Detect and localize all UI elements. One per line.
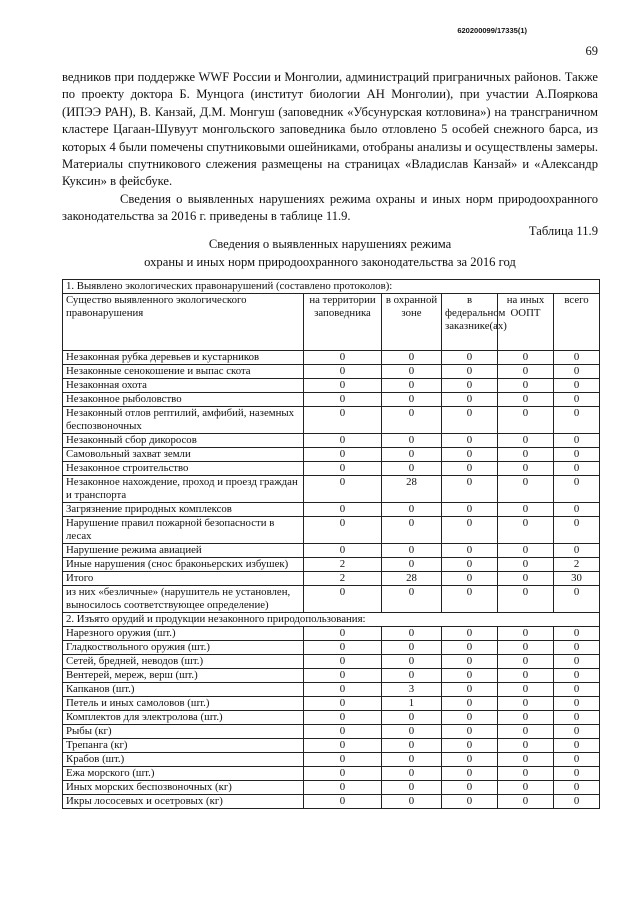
cell-value: 0	[304, 434, 382, 448]
column-header: Существо выявленного экологического правонарушения	[63, 294, 304, 351]
row-label: Гладкоствольного оружия (шт.)	[63, 641, 304, 655]
cell-value: 0	[382, 711, 442, 725]
cell-value: 0	[554, 448, 600, 462]
cell-value: 0	[442, 725, 498, 739]
cell-value: 0	[498, 697, 554, 711]
cell-value: 0	[304, 544, 382, 558]
paragraph: ведников при поддержке WWF России и Монголии, администраций приграничных районов. Также по проекту доктора Б. Мунцога (институт биологии АН Монголии), при участии А.Пояркова (ИПЭЭ РАН), В. Канзай, Д.М. Монгуш (заповедник «Убсунурская котловина») на трансграничном кластере Цагаан-Шувуут монгольского заповедника было отловлено 5 особей снежного барса, из которых 4 были помечены спутниковыми ошейниками, отобраны анализы и осуществлены замеры. Материалы спутникового слежения размещены на страницах «Владислав Канзай» и «Александр Куксин» в фейсбуке.	[62, 70, 598, 189]
cell-value: 0	[382, 655, 442, 669]
violations-table	[62, 279, 600, 809]
section-title: 2. Изъято орудий и продукции незаконного природопользования:	[63, 613, 600, 627]
cell-value: 0	[498, 641, 554, 655]
cell-value: 0	[554, 365, 600, 379]
table-row	[63, 503, 600, 517]
cell-value: 0	[382, 393, 442, 407]
cell-value: 0	[442, 379, 498, 393]
cell-value: 0	[554, 434, 600, 448]
table-row	[63, 517, 600, 544]
cell-value: 0	[382, 544, 442, 558]
cell-value: 0	[554, 462, 600, 476]
cell-value: 0	[304, 462, 382, 476]
cell-value: 0	[304, 781, 382, 795]
cell-value: 0	[304, 448, 382, 462]
cell-value: 0	[498, 655, 554, 669]
column-header: в федеральном заказнике(ах)	[442, 294, 498, 351]
cell-value: 0	[554, 379, 600, 393]
cell-value: 0	[554, 725, 600, 739]
cell-value: 2	[304, 558, 382, 572]
column-header: на иных ООПТ	[498, 294, 554, 351]
cell-value: 0	[382, 379, 442, 393]
cell-value: 0	[554, 711, 600, 725]
page-number: 69	[585, 44, 598, 58]
table-row	[63, 434, 600, 448]
row-label: Капканов (шт.)	[63, 683, 304, 697]
cell-value: 28	[382, 572, 442, 586]
cell-value: 0	[554, 407, 600, 434]
cell-value: 0	[442, 393, 498, 407]
table-row	[63, 781, 600, 795]
cell-value: 0	[304, 753, 382, 767]
row-label: Вентерей, мереж, верш (шт.)	[63, 669, 304, 683]
cell-value: 0	[554, 753, 600, 767]
cell-value: 0	[442, 558, 498, 572]
cell-value: 0	[498, 711, 554, 725]
cell-value: 0	[382, 795, 442, 809]
cell-value: 0	[554, 795, 600, 809]
cell-value: 0	[442, 503, 498, 517]
cell-value: 0	[304, 365, 382, 379]
cell-value: 2	[554, 558, 600, 572]
row-label: Нарушение правил пожарной безопасности в лесах	[63, 517, 304, 544]
row-label: Сетей, бредней, неводов (шт.)	[63, 655, 304, 669]
cell-value: 0	[304, 379, 382, 393]
cell-value: 0	[442, 434, 498, 448]
cell-value: 0	[498, 795, 554, 809]
cell-value: 0	[382, 739, 442, 753]
table-title-line: Сведения о выявленных нарушениях режима	[208, 237, 452, 251]
cell-value: 0	[382, 781, 442, 795]
table-row	[63, 641, 600, 655]
cell-value: 0	[382, 503, 442, 517]
table-title	[62, 236, 598, 271]
cell-value: 0	[382, 365, 442, 379]
cell-value: 0	[442, 627, 498, 641]
cell-value: 3	[382, 683, 442, 697]
row-label: Иные нарушения (снос браконьерских избушек)	[63, 558, 304, 572]
cell-value: 0	[554, 476, 600, 503]
table-row	[63, 586, 600, 613]
cell-value: 0	[442, 753, 498, 767]
cell-value: 0	[554, 641, 600, 655]
cell-value: 0	[498, 669, 554, 683]
row-label: Рыбы (кг)	[63, 725, 304, 739]
cell-value: 0	[304, 586, 382, 613]
cell-value: 0	[554, 767, 600, 781]
cell-value: 0	[304, 697, 382, 711]
row-label: Незаконное строительство	[63, 462, 304, 476]
row-label: Незаконное рыболовство	[63, 393, 304, 407]
cell-value: 0	[442, 407, 498, 434]
cell-value: 0	[304, 767, 382, 781]
cell-value: 0	[554, 517, 600, 544]
cell-value: 0	[554, 586, 600, 613]
section-title: 1. Выявлено экологических правонарушений (составлено протоколов):	[63, 280, 600, 294]
row-label: Нарезного оружия (шт.)	[63, 627, 304, 641]
row-label: Комплектов для электролова (шт.)	[63, 711, 304, 725]
cell-value: 0	[554, 781, 600, 795]
cell-value: 0	[304, 683, 382, 697]
table-row	[63, 795, 600, 809]
cell-value: 0	[498, 558, 554, 572]
cell-value: 0	[554, 739, 600, 753]
table-row	[63, 365, 600, 379]
table-row	[63, 558, 600, 572]
cell-value: 0	[304, 669, 382, 683]
cell-value: 0	[382, 586, 442, 613]
cell-value: 0	[382, 448, 442, 462]
section-header-row	[63, 280, 600, 294]
table-row	[63, 544, 600, 558]
row-label: Незаконный отлов рептилий, амфибий, наземных беспозвоночных	[63, 407, 304, 434]
cell-value: 0	[498, 739, 554, 753]
row-label: Незаконная охота	[63, 379, 304, 393]
cell-value: 0	[498, 753, 554, 767]
cell-value: 0	[498, 781, 554, 795]
paragraph: Сведения о выявленных нарушениях режима охраны и иных норм природоохранного законодательства за 2016 г. приведены в таблице 11.9.	[62, 191, 598, 224]
cell-value: 0	[304, 517, 382, 544]
cell-value: 0	[554, 683, 600, 697]
cell-value: 0	[554, 627, 600, 641]
cell-value: 0	[498, 351, 554, 365]
table-row	[63, 407, 600, 434]
cell-value: 2	[304, 572, 382, 586]
cell-value: 0	[382, 558, 442, 572]
cell-value: 0	[382, 669, 442, 683]
cell-value: 0	[554, 669, 600, 683]
cell-value: 0	[442, 448, 498, 462]
cell-value: 0	[498, 586, 554, 613]
table-row	[63, 669, 600, 683]
cell-value: 0	[498, 476, 554, 503]
cell-value: 0	[498, 448, 554, 462]
cell-value: 0	[382, 462, 442, 476]
cell-value: 0	[442, 655, 498, 669]
cell-value: 0	[442, 767, 498, 781]
cell-value: 0	[442, 795, 498, 809]
table-row	[63, 448, 600, 462]
table-row	[63, 697, 600, 711]
table-row	[63, 379, 600, 393]
cell-value: 0	[554, 351, 600, 365]
cell-value: 0	[442, 365, 498, 379]
cell-value: 0	[442, 517, 498, 544]
cell-value: 0	[304, 655, 382, 669]
cell-value: 0	[498, 503, 554, 517]
cell-value: 0	[442, 544, 498, 558]
cell-value: 0	[554, 655, 600, 669]
cell-value: 0	[498, 572, 554, 586]
cell-value: 0	[304, 476, 382, 503]
cell-value: 0	[498, 683, 554, 697]
row-label: Иных морских беспозвоночных (кг)	[63, 781, 304, 795]
table-row	[63, 683, 600, 697]
cell-value: 0	[382, 407, 442, 434]
column-header: всего	[554, 294, 600, 351]
cell-value: 0	[442, 739, 498, 753]
row-label: Незаконные сенокошение и выпас скота	[63, 365, 304, 379]
cell-value: 0	[498, 544, 554, 558]
row-label: Самовольный захват земли	[63, 448, 304, 462]
cell-value: 0	[554, 393, 600, 407]
column-header: в охранной зоне	[382, 294, 442, 351]
row-label: Загрязнение природных комплексов	[63, 503, 304, 517]
cell-value: 0	[498, 767, 554, 781]
table-row	[63, 351, 600, 365]
cell-value: 0	[442, 476, 498, 503]
cell-value: 0	[382, 641, 442, 655]
column-header: на территории заповедника	[304, 294, 382, 351]
row-label: Незаконный сбор дикоросов	[63, 434, 304, 448]
table-row	[63, 739, 600, 753]
cell-value: 1	[382, 697, 442, 711]
document-id: 620200099/17335(1)	[457, 26, 527, 35]
cell-value: 0	[442, 683, 498, 697]
cell-value: 0	[304, 351, 382, 365]
cell-value: 0	[442, 351, 498, 365]
cell-value: 0	[498, 407, 554, 434]
cell-value: 0	[442, 586, 498, 613]
table-row	[63, 767, 600, 781]
table-row	[63, 753, 600, 767]
cell-value: 0	[554, 503, 600, 517]
cell-value: 0	[554, 697, 600, 711]
cell-value: 0	[498, 517, 554, 544]
body-text	[62, 69, 598, 226]
cell-value: 0	[554, 544, 600, 558]
section-header-row	[63, 613, 600, 627]
row-label: Нарушение режима авиацией	[63, 544, 304, 558]
cell-value: 0	[498, 393, 554, 407]
cell-value: 0	[304, 641, 382, 655]
row-label: из них «безличные» (нарушитель не установлен, выносилось соответствующее определение)	[63, 586, 304, 613]
cell-value: 0	[382, 753, 442, 767]
cell-value: 28	[382, 476, 442, 503]
table-row	[63, 476, 600, 503]
row-label: Икры лососевых и осетровых (кг)	[63, 795, 304, 809]
cell-value: 0	[304, 503, 382, 517]
table-row	[63, 655, 600, 669]
cell-value: 0	[304, 739, 382, 753]
column-header-row	[63, 294, 600, 351]
cell-value: 0	[304, 627, 382, 641]
cell-value: 30	[554, 572, 600, 586]
cell-value: 0	[304, 725, 382, 739]
table-row	[63, 711, 600, 725]
row-label: Итого	[63, 572, 304, 586]
cell-value: 0	[498, 365, 554, 379]
cell-value: 0	[382, 517, 442, 544]
cell-value: 0	[498, 627, 554, 641]
cell-value: 0	[382, 767, 442, 781]
cell-value: 0	[498, 725, 554, 739]
cell-value: 0	[498, 462, 554, 476]
table-row	[63, 572, 600, 586]
table-row	[63, 725, 600, 739]
cell-value: 0	[498, 434, 554, 448]
row-label: Незаконное нахождение, проход и проезд граждан и транспорта	[63, 476, 304, 503]
cell-value: 0	[304, 795, 382, 809]
cell-value: 0	[382, 434, 442, 448]
row-label: Ежа морского (шт.)	[63, 767, 304, 781]
row-label: Петель и иных самоловов (шт.)	[63, 697, 304, 711]
cell-value: 0	[498, 379, 554, 393]
table-title-line: охраны и иных норм природоохранного законодательства за 2016 год	[144, 254, 516, 269]
table-row	[63, 627, 600, 641]
table-row	[63, 462, 600, 476]
cell-value: 0	[304, 711, 382, 725]
row-label: Незаконная рубка деревьев и кустарников	[63, 351, 304, 365]
cell-value: 0	[442, 781, 498, 795]
row-label: Крабов (шт.)	[63, 753, 304, 767]
cell-value: 0	[442, 711, 498, 725]
cell-value: 0	[382, 351, 442, 365]
cell-value: 0	[442, 669, 498, 683]
cell-value: 0	[382, 627, 442, 641]
cell-value: 0	[442, 697, 498, 711]
cell-value: 0	[442, 462, 498, 476]
cell-value: 0	[382, 725, 442, 739]
cell-value: 0	[304, 407, 382, 434]
row-label: Трепанга (кг)	[63, 739, 304, 753]
cell-value: 0	[304, 393, 382, 407]
table-label: Таблица 11.9	[528, 224, 598, 238]
cell-value: 0	[442, 572, 498, 586]
cell-value: 0	[442, 641, 498, 655]
table-row	[63, 393, 600, 407]
